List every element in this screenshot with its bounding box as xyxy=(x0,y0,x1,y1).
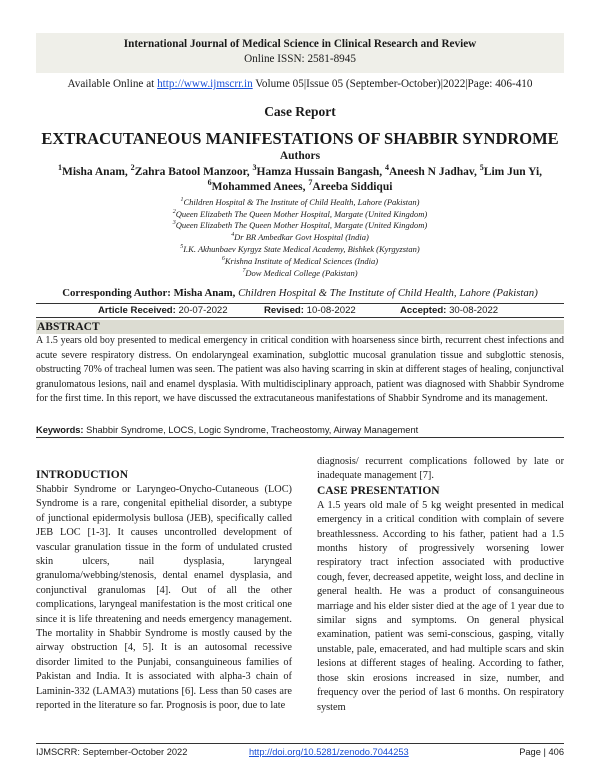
authors-line-1 xyxy=(0,165,600,180)
article-type: Case Report xyxy=(264,104,336,119)
affiliation: $^4$Dr BR Ambedkar Govt Hospital (India) xyxy=(231,232,369,242)
affiliation: $^3$Queen Elizabeth The Queen Mother Hospital, Margate (United Kingdom) xyxy=(172,220,428,230)
affiliation: $^6$Krishna Institute of Medical Sciences (India) xyxy=(221,256,379,266)
corresponding-author xyxy=(0,287,600,299)
keywords-label: Keywords: xyxy=(36,425,84,435)
authors-heading: Authors xyxy=(279,150,321,162)
affiliation: $^2$Queen Elizabeth The Queen Mother Hospital, Margate (United Kingdom) xyxy=(172,208,428,219)
received-date: Article Received: 20-07-2022 xyxy=(98,305,228,316)
abstract-text: A 1.5 years old boy presented to medical emergency in critical condition with hoarseness since birth, recurrent chest infections and acute severe respiratory distress. On endolaryngeal examination, subglottic mucosal granulation tissue and subglottic stenosis, obstructing 70% of tracheal lumen was seen. The patient was also having scarring in skin at different stages of healing, conjunctival granulomatous lesions, nail and enamel dysplasia. With multidisciplinary approach, patient was diagnosed with Shabbir Syndrome for the first time. In this report, we have discussed the extracutaneous manifestations of Shabbir Syndrome and its management. xyxy=(36,335,564,405)
author: $^3$Hamza Hussain Bangash, xyxy=(252,163,385,178)
keywords-text: Shabbir Syndrome, LOCS, Logic Syndrome, Tracheostomy, Airway Management xyxy=(83,425,419,435)
journal-issn: Online ISSN: 2581-8945 xyxy=(244,53,356,65)
author: $^2$Zahra Batool Manzoor, xyxy=(130,163,253,178)
author: $^1$Misha Anam, xyxy=(57,163,131,178)
case-presentation-heading: CASE PRESENTATION xyxy=(317,484,440,497)
accepted-date: Accepted: 30-08-2022 xyxy=(400,305,499,316)
journal-website-link[interactable]: http://www.ijmscrr.in xyxy=(157,78,253,90)
footer-doi xyxy=(249,744,409,760)
authors-line-2 xyxy=(0,180,600,195)
doi-link[interactable]: http://doi.org/10.5281/zenodo.7044253 xyxy=(249,747,409,757)
availability-line xyxy=(0,78,600,90)
affiliation: $^5$I.K. Akhunbaev Kyrgyz State Medical Academy, Bishkek (Kyrgyzstan) xyxy=(180,244,420,254)
revised-date: Revised: 10-08-2022 xyxy=(264,305,356,316)
page-number: Page | 406 xyxy=(519,747,564,757)
keywords-line xyxy=(36,422,564,438)
author: $^5$Lim Jun Yi, xyxy=(479,163,543,178)
article-dates-bar xyxy=(36,303,564,318)
journal-name: International Journal of Medical Science in Clinical Research and Review xyxy=(123,38,477,50)
author: $^4$Aneesh N Jadhav, xyxy=(384,163,480,178)
author: $^6$Mohammed Anees, xyxy=(207,178,309,193)
footer-journal: IJMSCRR: September-October 2022 xyxy=(36,747,188,757)
paper-title: EXTRACUTANEOUS MANIFESTATIONS OF SHABBIR SYNDROME xyxy=(41,129,559,148)
corresponding-author-label: Corresponding Author: Misha Anam, xyxy=(62,287,239,299)
right-column xyxy=(317,455,564,715)
left-column xyxy=(36,468,292,714)
affiliation: $^7$Dow Medical College (Pakistan) xyxy=(242,268,358,278)
corresponding-author-affiliation: Children Hospital & The Institute of Child Health, Lahore (Pakistan) xyxy=(238,287,538,299)
affiliation: $^1$Children Hospital & The Institute of Child Health, Lahore (Pakistan) xyxy=(180,197,420,207)
case-presentation-text: A 1.5 years old male of 5 kg weight presented in medical emergency in a critical condition with complain of severe breathlessness. According to his father, patient had a 1.5 months history of progressively worsening lower respiratory tract infection associated with productive cough, fever, decreased appetite, weight loss, and decline in general health. He was a product of consanguineous marriage and his elder sister died at the age of 1 year due to similar signs and symptoms. On general physical examination, patient was semi-conscious, gasping, vitally unstable, pale, emacerated, and had multiple scars and skin lesions at different stages of healing. According to father, those skin erosions increased in size, number, and frequency over the period of last 6 months. On respiratory system xyxy=(317,499,564,713)
introduction-heading: INTRODUCTION xyxy=(36,469,129,481)
introduction-continuation: diagnosis/ recurrent complications followed by late or inadequate management [7]. xyxy=(317,456,564,482)
introduction-text: Shabbir Syndrome or Laryngeo-Onycho-Cutaneous (LOC) Syndrome is a rare, congenital epithelial disorder, a subtype of junctional epidermolysis bullosa (JEB), specifically called JEB LOC [1-3]. It causes uncontrolled development of vascular granulation tissue in the form of undulated crusted skin ulcers, nail dysplasia, laryngeal granuloma/webbing/stenosis, dental enamel dysplasia, and conjunctival granulomas [4]. Out of all the other complications, laryngeal manifestation is the most critical one since it is life threatening and needs emergency management. The mortality in Shabbir Syndrome is mostly caused by the airway obstruction [4, 5]. It is an autosomal recessive disorder limited to the Punjabi, consanguineous families of Pakistan and India. It is associated with alpha-3 chain of Laminin-332 (LAMA3) mutations [6]. Less than 50 cases are reported in the literature so far. Prognosis is poor, due to late xyxy=(36,484,292,712)
availability-prefix: Available Online at xyxy=(67,78,158,90)
abstract-heading: ABSTRACT xyxy=(36,320,564,334)
volume-issue-info: Volume 05|Issue 05 (September-October)|2022|Page: 406-410 xyxy=(252,78,533,90)
author: $^7$Areeba Siddiqui xyxy=(308,178,393,193)
